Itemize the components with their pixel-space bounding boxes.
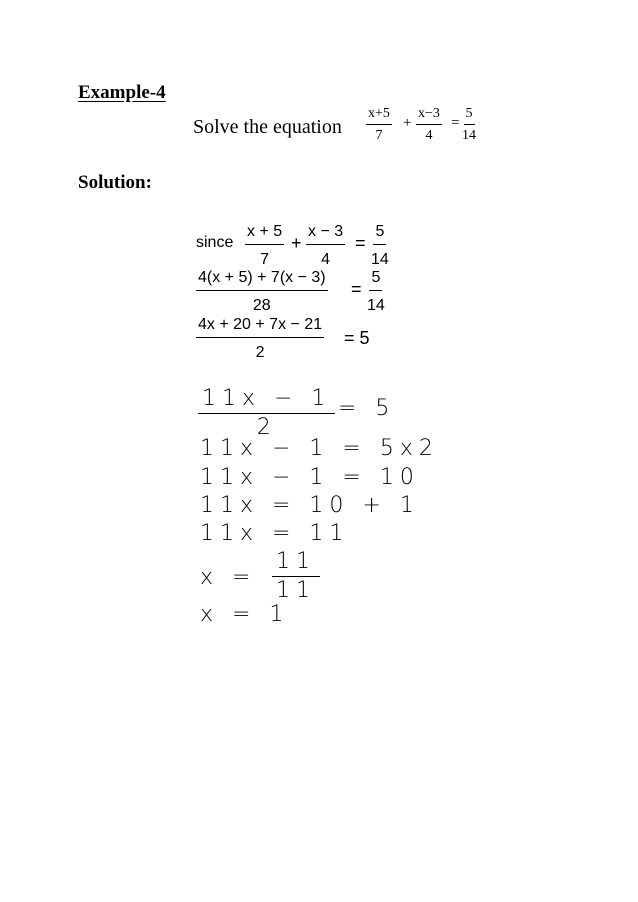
line2-rhs-numerator: 5 [369, 270, 382, 291]
line2-rhs-fraction [367, 270, 385, 314]
problem-plus-operator: + [403, 115, 412, 131]
problem-term1-numerator: x+5 [366, 107, 392, 125]
line3-lhs-denominator: 2 [255, 344, 265, 361]
step5-equation: 11x = 11 [200, 521, 350, 546]
step1-denominator: 2 [256, 415, 277, 440]
solution-heading: Solution: [78, 172, 152, 193]
line1-term2-numerator: x − 3 [306, 224, 345, 245]
line1-equals-operator: = [355, 233, 366, 253]
step1-fraction [198, 388, 335, 439]
line1-rhs-numerator: 5 [373, 224, 386, 245]
problem-term2-fraction [416, 107, 442, 143]
step6-lhs: x = [200, 565, 257, 590]
line1-term2-denominator: 4 [321, 251, 331, 268]
line1-term1-denominator: 7 [260, 251, 270, 268]
example-heading: Example-4 [78, 82, 166, 103]
step6-numerator: 11 [272, 551, 320, 577]
line2-rhs-denominator: 14 [367, 297, 385, 314]
problem-rhs-denominator: 14 [462, 128, 476, 143]
step4-equation: 11x = 10 + 1 [200, 493, 420, 518]
problem-term1-fraction [366, 107, 392, 143]
problem-term2-denominator: 4 [425, 128, 433, 143]
line1-term2-fraction [306, 224, 345, 268]
step2-equation: 11x − 1 = 5x2 [200, 436, 439, 461]
step1-rhs: = 5 [338, 396, 396, 421]
step3-equation: 11x − 1 = 10 [200, 465, 420, 490]
problem-equals-operator: = [451, 115, 460, 131]
problem-term2-numerator: x−3 [416, 107, 442, 125]
line1-term1-fraction [245, 224, 284, 268]
line1-rhs-denominator: 14 [371, 251, 389, 268]
line1-term1-numerator: x + 5 [245, 224, 284, 245]
step6-denominator: 11 [276, 578, 316, 603]
line2-lhs-fraction [196, 270, 328, 314]
problem-rhs-numerator: 5 [464, 107, 475, 125]
line3-equals-five: = 5 [344, 328, 370, 348]
problem-prompt: Solve the equation [193, 116, 342, 138]
line3-lhs-fraction [196, 317, 324, 361]
step1-numerator: 11x − 1 [198, 388, 335, 414]
line2-lhs-numerator: 4(x + 5) + 7(x − 3) [196, 270, 328, 291]
line1-plus-operator: + [291, 233, 302, 253]
step7-answer: x = 1 [200, 602, 290, 627]
problem-rhs-fraction [462, 107, 476, 143]
line3-lhs-numerator: 4x + 20 + 7x − 21 [196, 317, 324, 338]
line1-rhs-fraction [371, 224, 389, 268]
since-label: since [196, 234, 234, 251]
problem-term1-denominator: 7 [375, 128, 383, 143]
step6-fraction [272, 551, 320, 602]
line2-lhs-denominator: 28 [252, 297, 271, 314]
line2-equals-operator: = [351, 279, 362, 299]
